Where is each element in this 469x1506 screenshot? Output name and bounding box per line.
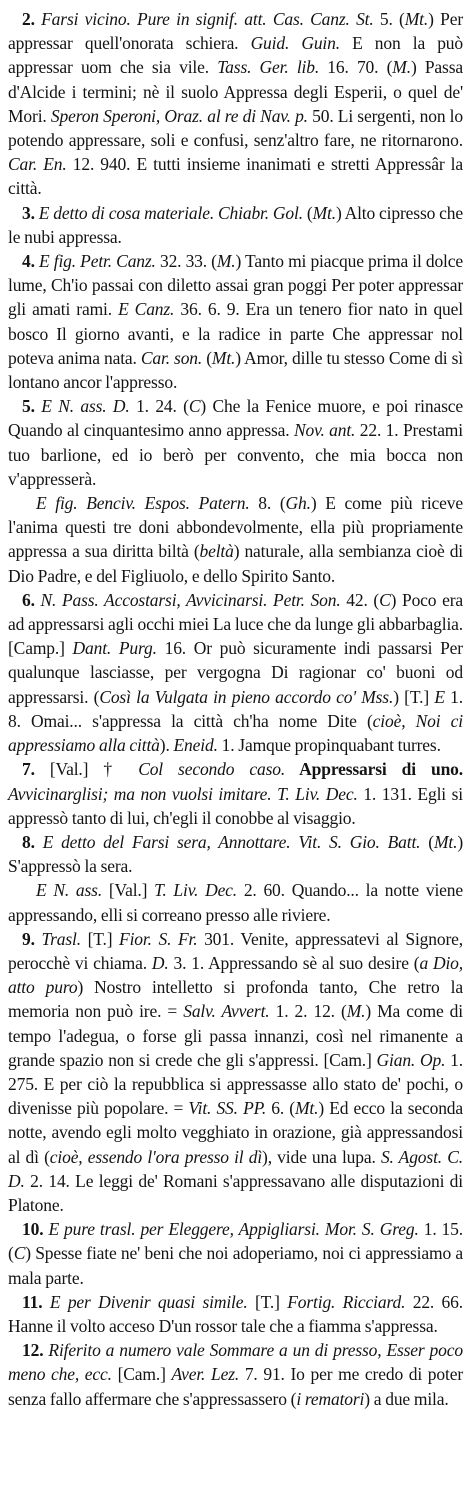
italic-text: Tass. Ger. lib.	[217, 57, 320, 78]
body-text: ) S'appressò la sera.	[8, 831, 463, 877]
body-text: [Cam.]	[111, 1364, 172, 1385]
body-text: 1. 131. Egli si appressò tanto di lui, ch'egli il conobbe al visaggio.	[8, 783, 463, 828]
body-text: (	[202, 347, 212, 368]
italic-text: Car. son.	[140, 347, 203, 368]
body-text: ) Amor, dille tu stesso Come di sì lontano ancor l'appresso.	[8, 347, 463, 393]
sense-paragraph	[8, 7, 463, 201]
sense-paragraph	[8, 394, 463, 491]
italic-text: Riferito a numero vale Sommare a un di presso, Esser poco meno che, ecc.	[8, 1340, 463, 1385]
italic-text: E fig. Benciv. Espos. Patern.	[36, 493, 250, 514]
body-text: 1. 24. (	[129, 396, 189, 417]
body-text: ), vide una lupa.	[262, 1146, 381, 1167]
italic-text: E pure trasl. per Eleggere, Appigliarsi. Mor. S. Greg.	[48, 1219, 419, 1240]
bold-headword: Appressarsi di uno.	[285, 759, 463, 780]
body-text: E non la può appressar uom che sia vile.	[8, 33, 464, 78]
body-text: ) [T.]	[393, 686, 435, 707]
sense-number: 8.	[22, 831, 43, 852]
body-text: 2. 60. Quando... la notte viene appressando, elli si correano presso alle riviere.	[8, 880, 463, 925]
body-text: ) Tanto mi piacque prima il dolce lume, Ch'io passai con diletto assai gran poggi Per poter appressar gli amati rami.	[8, 251, 463, 320]
italic-text: Così la Vulgata in pieno accordo co' Mss.	[99, 686, 394, 707]
body-text: ) Ed ecco la seconda notte, avendo egli molto vegghiato in orazione, già appressandosi al dì (	[8, 1098, 464, 1167]
sense-paragraph	[8, 757, 463, 830]
body-text: ) naturale, alla sembianza cioè di Dio Padre, e del Figliuolo, e dello Spirito Santo.	[8, 541, 463, 586]
italic-text: E per Divenir quasi simile.	[49, 1291, 248, 1312]
body-text: [T.]	[247, 1291, 288, 1312]
body-text: 1. Jamque propinquabant turres.	[217, 735, 441, 756]
body-text: 42. (	[340, 589, 380, 610]
sub-sense-paragraph	[8, 491, 463, 588]
italic-text: E	[434, 686, 445, 707]
body-text: ) Nostro intelletto si profonda tanto, Che retro la memoria non può ire. =	[8, 977, 463, 1022]
italic-text: Col secondo caso.	[138, 759, 286, 780]
italic-text: Dant. Purg.	[72, 638, 157, 659]
sense-paragraph	[8, 927, 463, 1217]
italic-text: Mt.	[295, 1098, 319, 1119]
italic-text: E fig. Petr. Canz.	[39, 251, 156, 272]
body-text: 32. 33. (	[155, 251, 217, 272]
body-text: 16. 70. (	[319, 57, 393, 78]
italic-text: Fior. S. Fr.	[119, 928, 198, 949]
body-text: 1. 8. Omai... s'appressa la città ch'ha nome Dite (	[8, 686, 463, 731]
body-text: ) E come più riceve l'anima questi tre doni abbondevolmente, ella più propriamente appressa a sua diritta biltà (	[8, 493, 463, 562]
italic-text: E detto di cosa materiale. Chiabr. Gol.	[38, 202, 303, 223]
sense-number: 9.	[22, 928, 42, 949]
italic-text: i rematori	[296, 1388, 365, 1409]
italic-text: M.	[392, 57, 411, 78]
body-text: ) Passa d'Alcide i termini; nè il suolo Appressa degli Esperii, o quel de' Mori.	[8, 57, 463, 126]
body-text: ) Per appressar quell'onorata schiera.	[8, 9, 463, 54]
italic-text: E N. ass.	[36, 880, 103, 901]
italic-text: Mt.	[211, 347, 236, 368]
body-text: 301. Venite, appressatevi al Signore, perocchè vi chiama.	[8, 928, 463, 973]
sense-number: 2.	[22, 9, 42, 29]
sense-number: 7.	[22, 759, 50, 780]
body-text: 1. 15. (	[8, 1219, 463, 1264]
body-text: 12. 940. E tutti insieme inanimati e stretti Appressâr la città.	[8, 154, 464, 199]
sense-number: 5.	[22, 396, 42, 417]
sense-number: 4.	[22, 251, 40, 272]
body-text: 6. (	[266, 1098, 295, 1119]
italic-text: E Canz.	[118, 299, 175, 320]
italic-text: C	[13, 1243, 26, 1264]
sense-number: 10.	[22, 1219, 49, 1240]
body-text: ) Poco era ad appressarsi agli occhi miei La luce che da lunge gli abbarbaglia. [Camp.]	[8, 589, 463, 659]
italic-text: Trasl.	[41, 928, 81, 949]
sense-paragraph	[8, 249, 463, 394]
body-text: [Val.] †	[49, 759, 139, 780]
body-text: 22. 1. Prestami tuo barlione, ed io berò per convento, che mia bocca non v'appresserà.	[8, 420, 463, 489]
body-text: 8. (	[249, 493, 286, 514]
italic-text: a Dio, atto puro	[8, 952, 463, 998]
body-text: (	[420, 831, 434, 852]
italic-text: Farsi vicino. Pure in signif. att. Cas. Canz. St.	[41, 9, 374, 29]
sense-paragraph	[8, 1338, 463, 1411]
sense-number: 11.	[22, 1291, 50, 1312]
italic-text: Avvicinarglisi; ma non vuolsi imitare. T. Liv. Dec.	[8, 783, 358, 804]
body-text: (	[302, 202, 313, 223]
sense-number: 6.	[22, 589, 41, 610]
italic-text: C	[379, 589, 391, 610]
italic-text: Gian. Op.	[376, 1049, 446, 1070]
body-text: 7. 91. Io per me credo di poter senza fallo affermare che s'appressassero (	[8, 1364, 464, 1409]
italic-text: Eneid.	[173, 735, 218, 756]
italic-text: D.	[151, 952, 169, 973]
italic-text: Mt.	[404, 9, 429, 29]
italic-text: cioè, essendo l'ora presso il dì	[49, 1146, 263, 1167]
body-text: [Val.]	[102, 880, 155, 901]
italic-text: Salv. Avvert.	[183, 1001, 270, 1022]
italic-text: Speron Speroni, Oraz. al re di Nav. p.	[50, 105, 308, 126]
sense-paragraph	[8, 1217, 463, 1290]
italic-text: Vit. SS. PP.	[188, 1098, 267, 1119]
body-text: 1. 2. 12. (	[269, 1001, 347, 1022]
sense-number: 3.	[22, 202, 39, 223]
body-text: [T.]	[80, 928, 120, 949]
body-text: 36. 6. 9. Era un tenero fior nato in quel bosco Il giorno avanti, e la radice in parte Che appressar nol poteva anima nata.	[8, 299, 463, 368]
body-text: ) Spesse fiate ne' beni che noi adoperiamo, noi ci appressiamo a mala parte.	[8, 1243, 463, 1288]
italic-text: N. Pass. Accostarsi, Avvicinarsi. Petr. Son.	[40, 589, 341, 610]
body-text: 3. 1. Appressando sè al suo desire (	[168, 952, 420, 973]
italic-text: Fortig. Ricciard.	[287, 1291, 406, 1312]
italic-text: M.	[346, 1001, 366, 1022]
body-text: 5. (	[373, 9, 405, 29]
italic-text: S. Agost. C. D.	[8, 1146, 463, 1191]
sub-sense-paragraph	[8, 878, 463, 926]
italic-text: T. Liv. Dec.	[154, 880, 238, 901]
body-text: 16. Or può sicuramente indi passarsi Per qualunque lasciasse, per vergogna Di ragionar co' buoni od appressarsi. (	[8, 638, 463, 707]
italic-text: E detto del Farsi sera, Annottare. Vit. S. Gio. Batt.	[42, 831, 421, 852]
italic-text: Guid. Guin.	[250, 33, 340, 54]
sense-paragraph	[8, 588, 463, 757]
italic-text: C	[188, 396, 201, 417]
sense-paragraph	[8, 830, 463, 878]
italic-text: M.	[216, 251, 236, 272]
italic-text: Nov. ant.	[294, 420, 356, 441]
body-text: ) Ma come di tempo l'adegua, o forse gli passa innanzi, così nel rimanente a grande spazio non si crede che gli s'appressi. [Cam.]	[8, 1001, 463, 1070]
body-text: ) a due mila.	[364, 1388, 449, 1409]
sense-paragraph	[8, 1290, 463, 1338]
body-text: 1. 275. E per ciò la repubblica si appressasse allo stato de' pochi, o divenisse più popolare. =	[8, 1049, 464, 1119]
italic-text: cioè, Noi ci appressiamo alla città	[8, 710, 463, 756]
italic-text: Mt.	[312, 202, 336, 223]
body-text: 2. 14. Le leggi de' Romani s'appressavano alle disputazioni di Platone.	[8, 1170, 463, 1215]
sense-number: 12.	[22, 1340, 49, 1361]
italic-text: Mt.	[433, 831, 458, 852]
body-text: 50. Li sergenti, non lo potendo appressare, soli e confusi, senz'altro fare, ne ritornarono.	[8, 105, 463, 151]
italic-text: beltà	[199, 541, 234, 562]
body-text: 22. 66. Hanne il volto acceso D'un rossor tale che a fiamma s'appressa.	[8, 1291, 463, 1336]
sense-paragraph	[8, 201, 463, 249]
body-text: ).	[159, 735, 174, 756]
body-text: ) Alto cipresso che le nubi appressa.	[8, 202, 463, 247]
italic-text: Car. En.	[8, 154, 67, 175]
italic-text: Aver. Lez.	[171, 1364, 240, 1385]
body-text: ) Che la Fenice muore, e poi rinasce Quando al cinquantesimo anno appressa.	[8, 396, 464, 441]
italic-text: Gh.	[285, 493, 311, 514]
italic-text: E N. ass. D.	[41, 396, 130, 417]
